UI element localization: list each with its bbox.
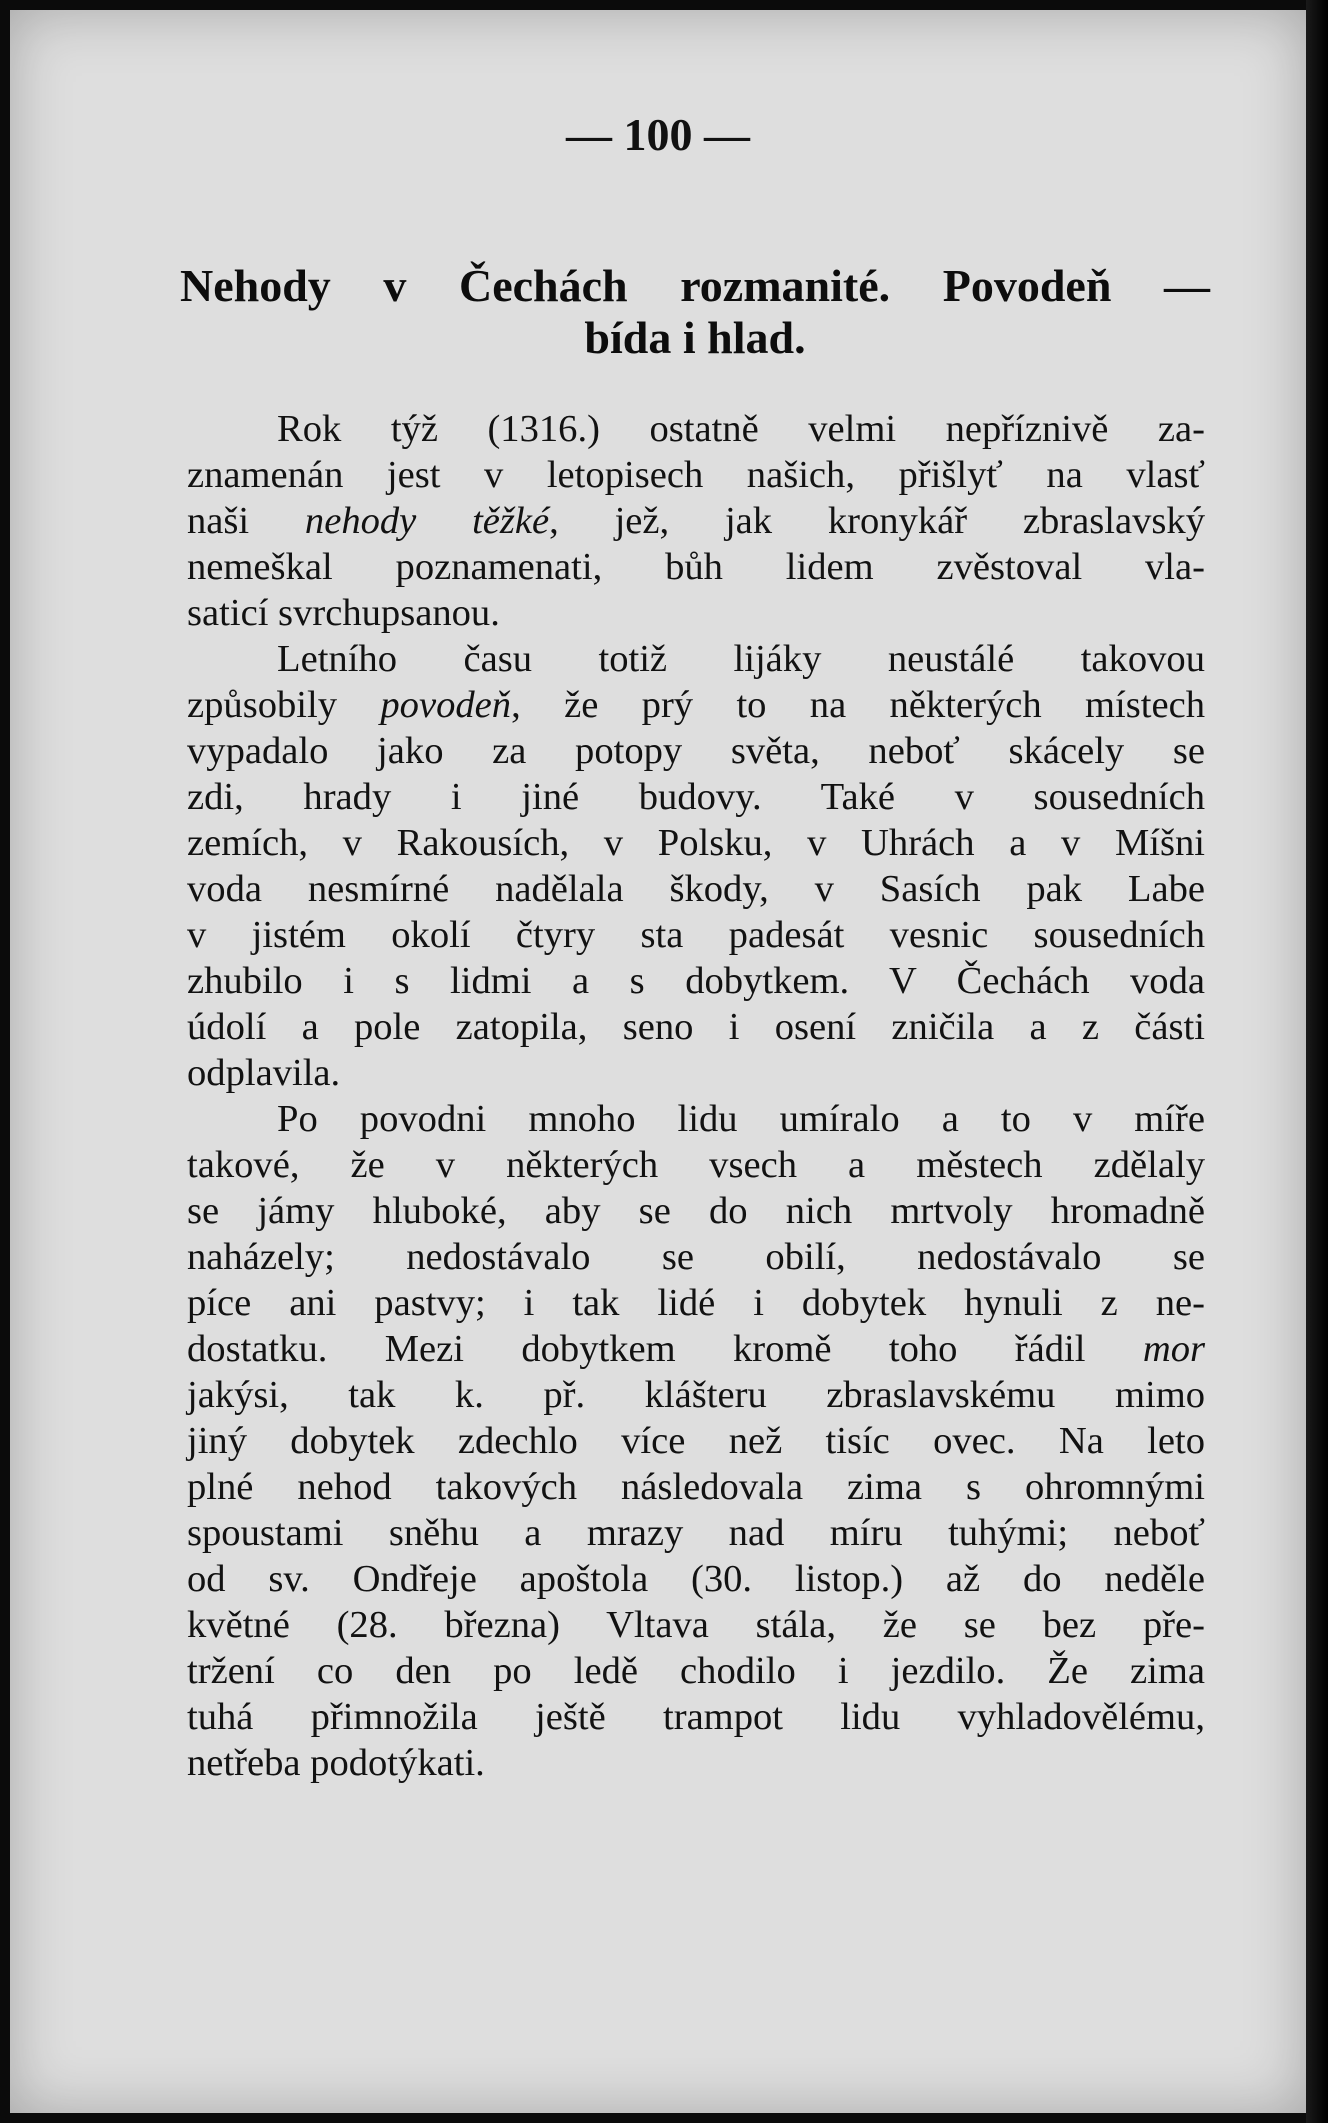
text-line: se jámy hluboké, aby se do nich mrtvoly hromadně xyxy=(187,1190,1205,1232)
body-text xyxy=(187,406,1205,1786)
text-span: , že prý to na některých místech xyxy=(511,684,1205,726)
paragraph-3 xyxy=(187,1096,1205,1786)
text-line: voda nesmírné nadělala škody, v Sasích pak Labe xyxy=(187,868,1205,910)
paragraph-1 xyxy=(187,406,1205,636)
chapter-title-line-1: Nehody v Čechách rozmanité. Povodeň — xyxy=(180,260,1210,311)
chapter-title-line-2: bída i hlad. xyxy=(584,312,806,363)
page-number: — 100 — xyxy=(566,109,750,160)
text-line: nemeškal poznamenati, bůh lidem zvěstoval vla- xyxy=(187,546,1205,588)
text-line: odplavila. xyxy=(187,1052,341,1094)
text-line: znamenán jest v letopisech našich, přišlyť na vlasť xyxy=(187,454,1205,496)
text-line: v jistém okolí čtyry sta padesát vesnic sousedních xyxy=(187,914,1205,956)
text-line: tržení co den po ledě chodilo i jezdilo. Že zima xyxy=(187,1650,1205,1692)
text-line: tuhá přimnožila ještě trampot lidu vyhladovělému, xyxy=(187,1696,1205,1738)
text-line: od sv. Ondřeje apoštola (30. listop.) až do neděle xyxy=(187,1558,1205,1600)
text-span: dostatku. Mezi dobytkem kromě toho řádil xyxy=(187,1328,1143,1370)
text-line: spoustami sněhu a mrazy nad míru tuhými; neboť xyxy=(187,1512,1205,1554)
text-line: naházely; nedostávalo se obilí, nedostávalo se xyxy=(187,1236,1205,1278)
text-line xyxy=(187,682,1205,728)
scan-edge xyxy=(1306,0,1328,2123)
paragraph-2 xyxy=(187,636,1205,1096)
text-line: saticí svrchupsanou. xyxy=(187,592,500,634)
text-line: zemích, v Rakousích, v Polsku, v Uhrách a v Míšni xyxy=(187,822,1205,864)
book-page xyxy=(10,10,1306,2113)
text-span: způsobily xyxy=(187,684,381,726)
text-line: Rok týž (1316.) ostatně velmi nepříznivě za- xyxy=(277,408,1205,450)
text-line: zhubilo i s lidmi a s dobytkem. V Čechách voda xyxy=(187,960,1205,1002)
text-line: vypadalo jako za potopy světa, neboť skácely se xyxy=(187,730,1205,772)
text-line: Letního času totiž lijáky neustálé takovou xyxy=(277,638,1205,680)
text-line: údolí a pole zatopila, seno i osení zničila a z části xyxy=(187,1006,1205,1048)
italic-phrase: mor xyxy=(1142,1328,1205,1370)
text-line: jiný dobytek zdechlo více než tisíc ovec. Na leto xyxy=(187,1420,1205,1462)
chapter-title xyxy=(180,260,1210,364)
text-line: květné (28. března) Vltava stála, že se bez pře- xyxy=(187,1604,1205,1646)
text-line: netřeba podotýkati. xyxy=(187,1742,485,1784)
italic-phrase: nehody těžké xyxy=(304,500,550,542)
text-span: , jež, jak kronykář zbraslavský xyxy=(549,500,1205,542)
text-line: takové, že v některých vsech a městech zdělaly xyxy=(187,1144,1205,1186)
text-line: zdi, hrady i jiné budovy. Také v sousedních xyxy=(187,776,1205,818)
text-line: plné nehod takových následovala zima s ohromnými xyxy=(187,1466,1205,1508)
italic-phrase: povodeň xyxy=(380,684,512,726)
text-line: píce ani pastvy; i tak lidé i dobytek hynuli z ne- xyxy=(187,1282,1205,1324)
text-line xyxy=(187,498,1205,544)
text-line: Po povodni mnoho lidu umíralo a to v míře xyxy=(277,1098,1205,1140)
text-span: naši xyxy=(187,500,305,542)
text-line: jakýsi, tak k. př. klášteru zbraslavskému mimo xyxy=(187,1374,1205,1416)
text-line xyxy=(187,1326,1205,1372)
